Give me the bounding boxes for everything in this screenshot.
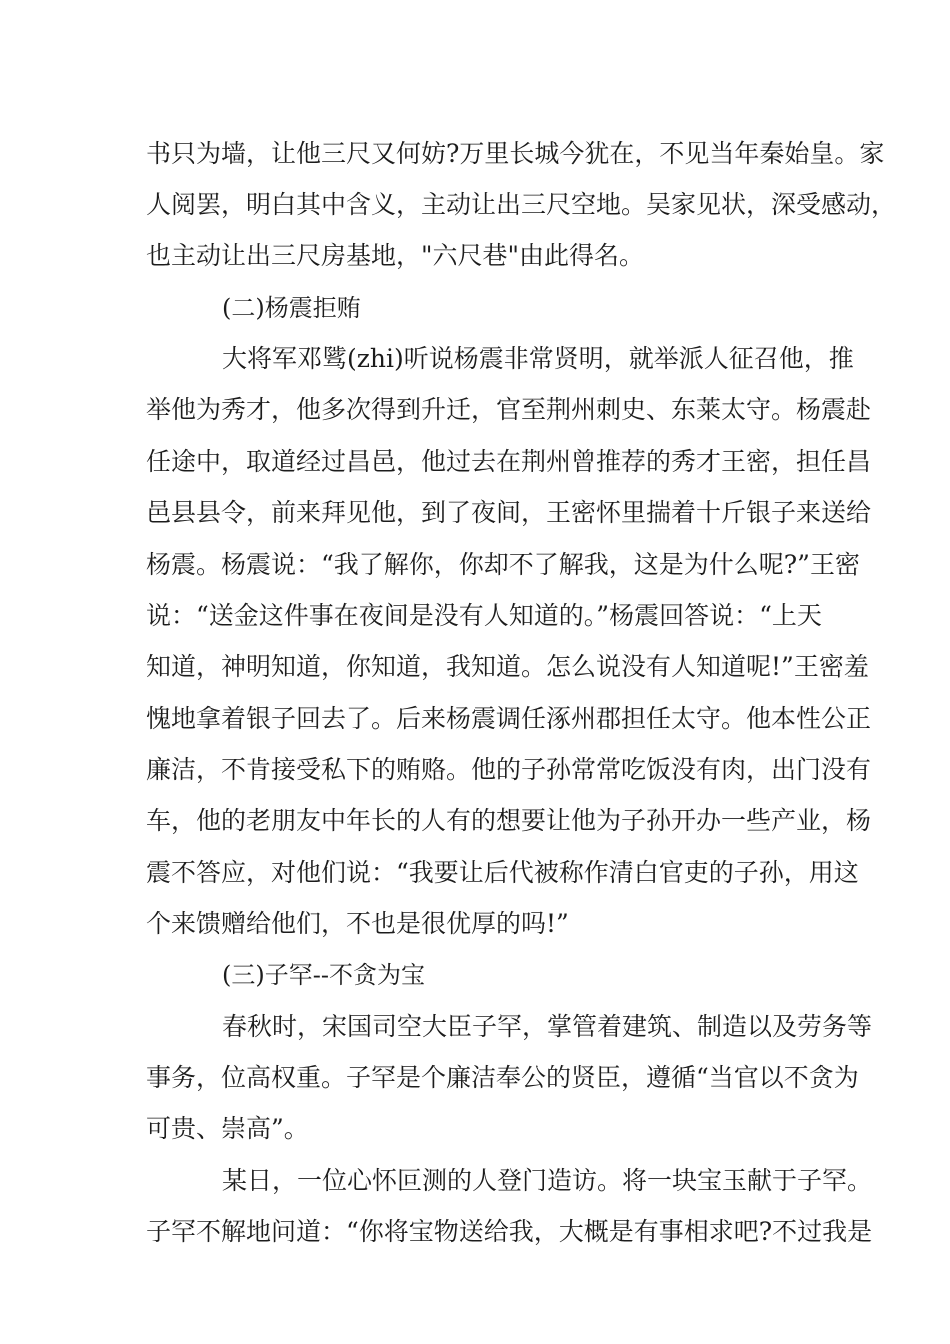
body-text-line: 说：“送金这件事在夜间是没有人知道的。”杨震回答说：“上天 xyxy=(146,601,822,630)
body-text-line: 子罕不解地问道：“你将宝物送给我，大概是有事相求吧?不过我是 xyxy=(146,1217,873,1246)
body-text-line: 人阅罢，明白其中含义，主动让出三尺空地。吴家见状，深受感动， xyxy=(146,190,897,219)
body-text-line: 任途中，取道经过昌邑，他过去在荆州曾推荐的秀才王密，担任昌 xyxy=(146,447,872,476)
body-text-line: 愧地拿着银子回去了。后来杨震调任涿州郡担任太守。他本性公正 xyxy=(146,704,872,733)
section-heading: (三)子罕--不贪为宝 xyxy=(222,961,425,989)
body-text-line: 春秋时，宋国司空大臣子罕，掌管着建筑、制造以及劳务等 xyxy=(222,1012,873,1041)
body-text-line: 震不答应，对他们说：“我要让后代被称作清白官吏的子孙，用这 xyxy=(146,858,859,887)
body-text-line: 可贵、崇高”。 xyxy=(146,1114,309,1143)
body-text-line: 杨震。杨震说：“我了解你，你却不了解我，这是为什么呢?”王密 xyxy=(146,550,860,579)
body-text-line: 某日，一位心怀叵测的人登门造访。将一块宝玉献于子罕。 xyxy=(222,1166,873,1195)
body-text-line: 车，他的老朋友中年长的人有的想要让他为子孙开办一些产业，杨 xyxy=(146,806,872,835)
body-text-line: 廉洁，不肯接受私下的贿赂。他的子孙常常吃饭没有肉，出门没有 xyxy=(146,755,872,784)
section-heading: (二)杨震拒贿 xyxy=(222,294,361,322)
body-text-line: 书只为墙，让他三尺又何妨?万里长城今犹在，不见当年秦始皇。家 xyxy=(146,139,885,168)
body-text-line: 事务，位高权重。子罕是个廉洁奉公的贤臣，遵循“当官以不贪为 xyxy=(146,1063,859,1092)
body-text-line: 举他为秀才，他多次得到升迁，官至荆州刺史、东莱太守。杨震赴 xyxy=(146,395,872,424)
body-text-line: 也主动让出三尺房基地，"六尺巷"由此得名。 xyxy=(146,241,644,270)
body-text-line: 个来馈赠给他们，不也是很优厚的吗!” xyxy=(146,909,569,938)
body-text-line: 邑县县令，前来拜见他，到了夜间，王密怀里揣着十斤银子来送给 xyxy=(146,498,872,527)
body-text-line: 大将军邓骘(zhi)听说杨震非常贤明，就举派人征召他，推 xyxy=(222,344,854,373)
body-text-line: 知道，神明知道，你知道，我知道。怎么说没有人知道呢!”王密羞 xyxy=(146,652,869,681)
